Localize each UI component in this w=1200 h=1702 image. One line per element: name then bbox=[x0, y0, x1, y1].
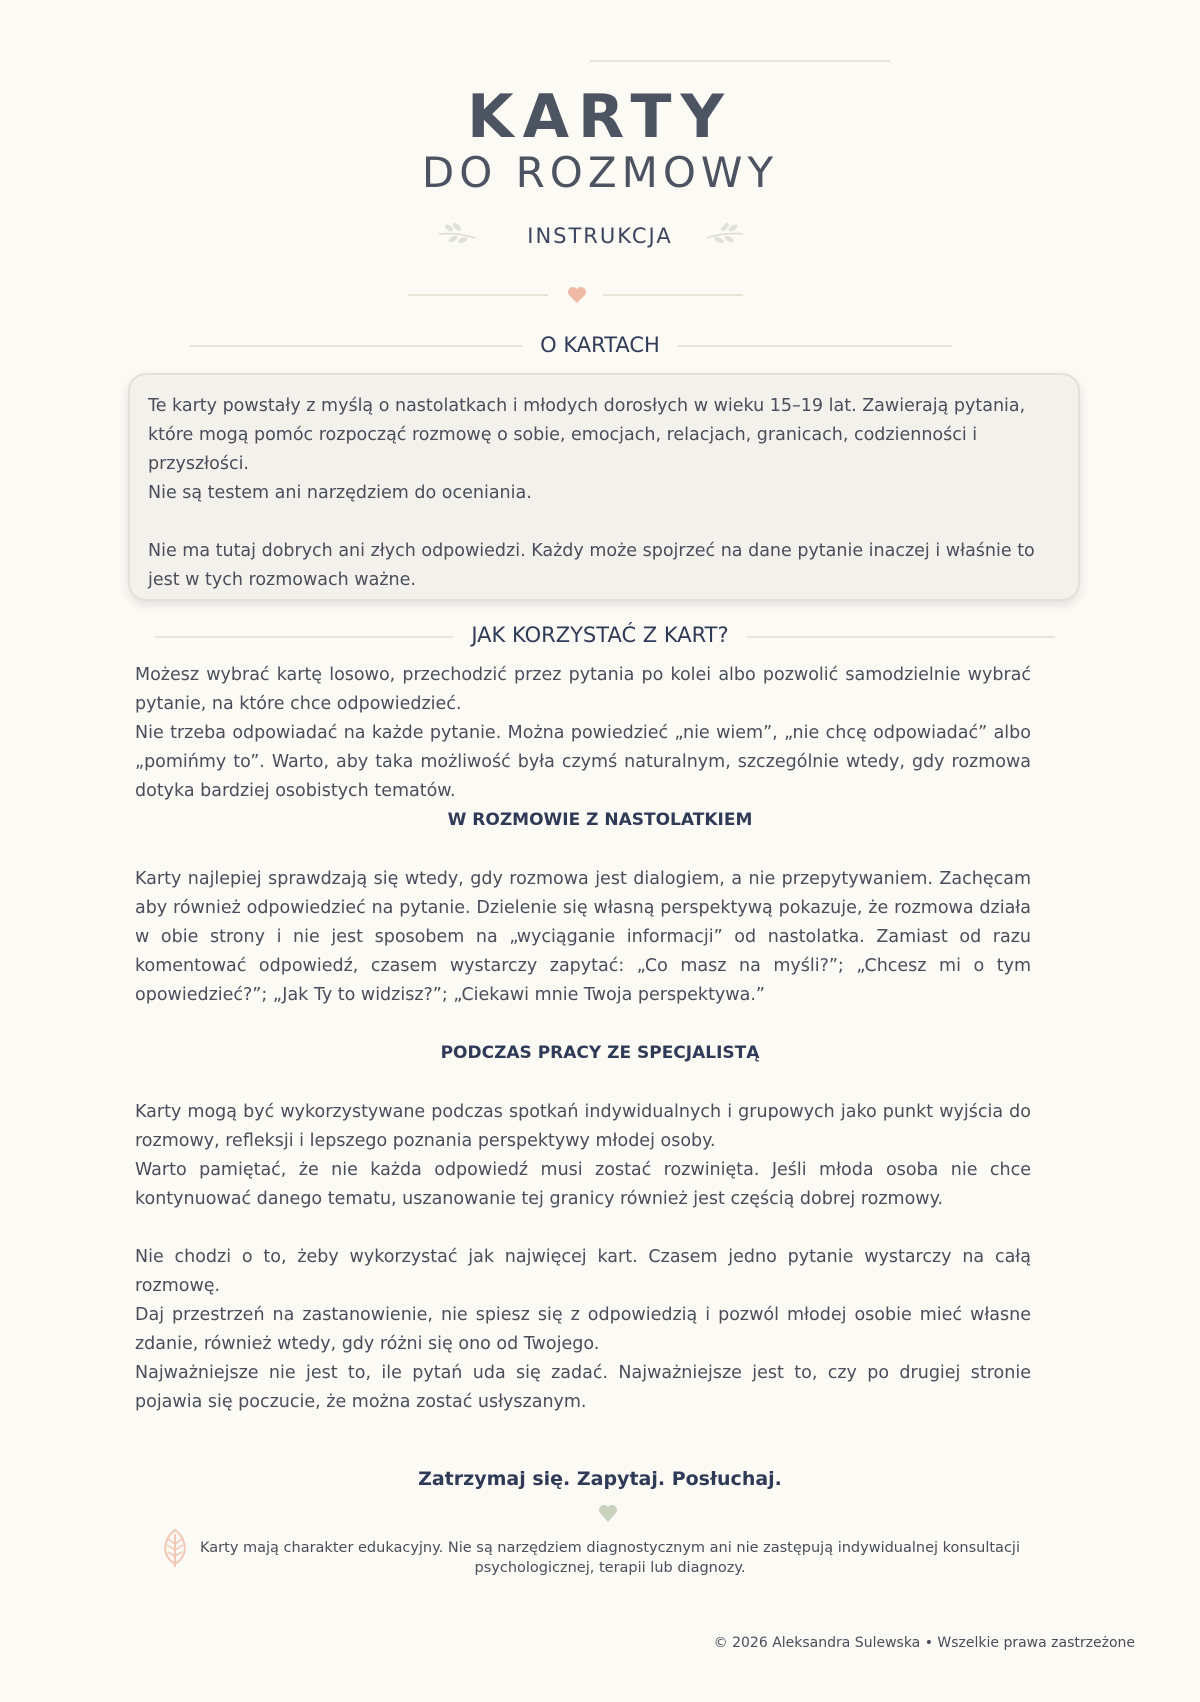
teen-body bbox=[135, 865, 1031, 1010]
subtitle: INSTRUKCJA bbox=[527, 224, 673, 248]
about-card bbox=[128, 373, 1080, 601]
about-paragraph-2: Nie są testem ani narzędziem do oceniania. bbox=[148, 483, 532, 503]
heart-icon-green bbox=[598, 1503, 618, 1523]
about-heading: O KARTACH bbox=[0, 333, 1200, 357]
leaf-icon bbox=[158, 1528, 192, 1568]
specialist-paragraph-3: Nie chodzi o to, żeby wykorzystać jak najwięcej kart. Czasem jedno pytanie wystarczy na całą rozmowę. bbox=[135, 1247, 1031, 1296]
heart-divider-left bbox=[408, 294, 548, 296]
specialist-paragraph-2: Warto pamiętać, że nie każda odpowiedź musi zostać rozwinięta. Jeśli młoda osoba nie chce kontynuować danego tematu, uszanowanie tej granicy również jest częścią dobrej rozmowy. bbox=[135, 1160, 1031, 1209]
motto: Zatrzymaj się. Zapytaj. Posłuchaj. bbox=[418, 1468, 782, 1490]
copyright: © 2026 Aleksandra Sulewska • Wszelkie prawa zastrzeżone bbox=[713, 1635, 1135, 1651]
usage-heading: JAK KORZYSTAĆ Z KART? bbox=[0, 623, 1200, 647]
specialist-body bbox=[135, 1098, 1031, 1417]
usage-paragraph-1: Możesz wybrać kartę losowo, przechodzić przez pytania po kolei albo pozwolić samodzielnie wybrać pytanie, na które chce odpowiedzieć. bbox=[135, 665, 1031, 714]
usage-body bbox=[135, 661, 1031, 806]
disclaimer: Karty mają charakter edukacyjny. Nie są narzędziem diagnostycznym ani nie zastępują indywidualnej konsultacji psychologicznej, terapii lub diagnozy. bbox=[200, 1540, 1020, 1576]
specialist-paragraph-1: Karty mogą być wykorzystywane podczas spotkań indywidualnych i grupowych jako punkt wyjścia do rozmowy, refleksji i lepszego poznania perspektywy młodej osoby. bbox=[135, 1102, 1031, 1151]
top-divider bbox=[590, 60, 890, 62]
about-paragraph-3: Nie ma tutaj dobrych ani złych odpowiedzi. Każdy może spojrzeć na dane pytanie inaczej i właśnie to jest w tych rozmowach ważne. bbox=[148, 541, 1035, 590]
leaf-sprig-icon-right bbox=[705, 220, 745, 246]
teen-heading: W ROZMOWIE Z NASTOLATKIEM bbox=[447, 810, 753, 830]
teen-paragraph-1: Karty najlepiej sprawdzają się wtedy, gdy rozmowa jest dialogiem, a nie przepytywaniem. Zachęcam aby również odpowiedzieć na pytanie. Dzielenie się własną perspektywą pokazuje, że rozmowa działa w obie strony i nie jest sposobem na „wyciąganie informacji” od nastolatka. Zamiast od razu komentować odpowiedź, czasem wystarczy zapytać: „Co masz na myśli?”; „Chcesz mi o tym opowiedzieć?”; „Jak Ty to widzisz?”; „Ciekawi mnie Twoja perspektywa.” bbox=[135, 869, 1031, 1005]
title-main: KARTY bbox=[467, 82, 733, 152]
specialist-paragraph-5: Najważniejsze nie jest to, ile pytań uda się zadać. Najważniejsze jest to, czy po drugiej stronie pojawia się poczucie, że można zostać usłyszanym. bbox=[135, 1363, 1031, 1412]
usage-paragraph-2: Nie trzeba odpowiadać na każde pytanie. Można powiedzieć „nie wiem”, „nie chcę odpowiadać” albo „pomińmy to”. Warto, aby taka możliwość była czymś naturalnym, szczególnie wtedy, gdy rozmowa dotyka bardziej osobistych tematów. bbox=[135, 723, 1031, 801]
heart-icon bbox=[567, 286, 587, 304]
about-paragraph-1: Te karty powstały z myślą o nastolatkach i młodych dorosłych w wieku 15–19 lat. Zawierają pytania, które mogą pomóc rozpocząć rozmowę o sobie, emocjach, relacjach, granicach, codzienności i przyszłości. bbox=[148, 396, 1026, 474]
specialist-paragraph-4: Daj przestrzeń na zastanowienie, nie spiesz się z odpowiedzią i pozwól młodej osobie mieć własne zdanie, również wtedy, gdy różni się ono od Twojego. bbox=[135, 1305, 1031, 1354]
title-sub: DO ROZMOWY bbox=[421, 148, 779, 197]
specialist-heading: PODCZAS PRACY ZE SPECJALISTĄ bbox=[440, 1043, 760, 1063]
heart-divider-right bbox=[603, 294, 743, 296]
